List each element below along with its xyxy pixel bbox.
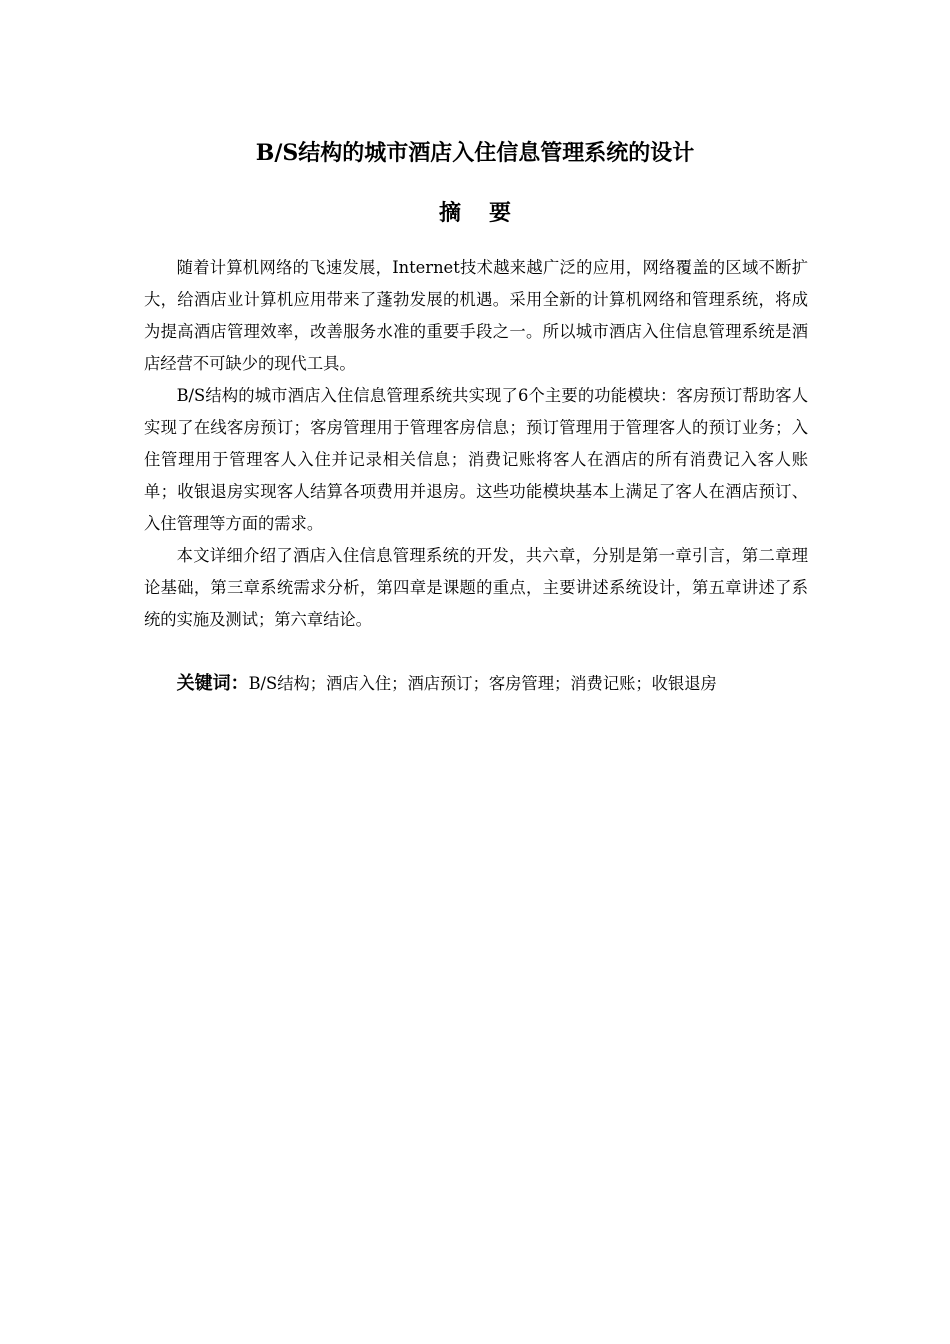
keywords-line — [144, 668, 808, 700]
keywords-list: B/S结构；酒店入住；酒店预订；客房管理；消费记账；收银退房 — [248, 674, 717, 693]
abstract-paragraph-2: B/S结构的城市酒店入住信息管理系统共实现了6个主要的功能模块：客房预订帮助客人实现了在线客房预订；客房管理用于管理客房信息；预订管理用于管理客人的预订业务；入住管理用于管理客人入住并记录相关信息；消费记账将客人在酒店的所有消费记入客人账单；收银退房实现客人结算各项费用并退房。这些功能模块基本上满足了客人在酒店预订、入住管理等方面的需求。 — [144, 386, 808, 533]
document-title: B/S结构的城市酒店入住信息管理系统的设计 — [255, 140, 695, 166]
abstract-paragraph-3: 本文详细介绍了酒店入住信息管理系统的开发，共六章，分别是第一章引言，第二章理论基础，第三章系统需求分析，第四章是课题的重点，主要讲述系统设计，第五章讲述了系统的实施及测试；第六章结论。 — [144, 546, 808, 629]
abstract-heading: 摘要 — [438, 200, 539, 226]
keywords-label: 关键词： — [176, 673, 249, 694]
abstract-body — [144, 252, 808, 636]
abstract-paragraph-1: 随着计算机网络的飞速发展，Internet技术越来越广泛的应用，网络覆盖的区域不断扩大，给酒店业计算机应用带来了蓬勃发展的机遇。采用全新的计算机网络和管理系统，将成为提高酒店管理效率，改善服务水准的重要手段之一。所以城市酒店入住信息管理系统是酒店经营不可缺少的现代工具。 — [144, 258, 808, 373]
